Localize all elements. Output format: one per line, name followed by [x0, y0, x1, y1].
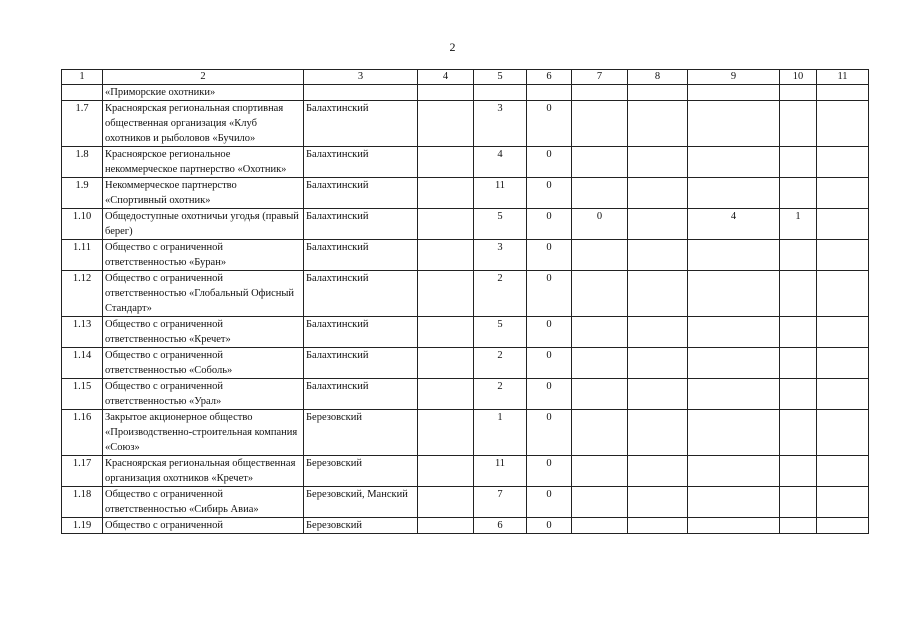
cell-c10: [780, 518, 817, 534]
cell-district: Балахтинский: [304, 240, 418, 271]
cell-c6: 0: [527, 271, 572, 317]
cell-c8: [628, 410, 688, 456]
table-row: [62, 147, 869, 178]
cell-c11: [817, 487, 869, 518]
cell-c10: [780, 456, 817, 487]
cell-c6: 0: [527, 379, 572, 410]
cell-c11: [817, 410, 869, 456]
cell-c7: [572, 410, 628, 456]
cell-name: Закрытое акционерное общество «Производственно-строительная компания «Союз»: [103, 410, 304, 456]
cell-name: Общедоступные охотничьи угодья (правый берег): [103, 209, 304, 240]
cell-c5: 4: [474, 147, 527, 178]
cell-c11: [817, 271, 869, 317]
cell-c4: [418, 518, 474, 534]
page-number: 2: [449, 40, 456, 54]
column-header: 9: [688, 70, 780, 85]
cell-c8: [628, 518, 688, 534]
cell-c11: [817, 240, 869, 271]
data-table: [61, 69, 869, 534]
table-header-row: [62, 70, 869, 85]
cell-c8: [628, 240, 688, 271]
cell-c11: [817, 317, 869, 348]
cell-c4: [418, 379, 474, 410]
table-row: [62, 85, 869, 101]
cell-c5: 11: [474, 456, 527, 487]
cell-c5: 1: [474, 410, 527, 456]
table-row: [62, 317, 869, 348]
cell-c7: [572, 101, 628, 147]
cell-c9: [688, 410, 780, 456]
table-row: [62, 240, 869, 271]
cell-c6: 0: [527, 348, 572, 379]
cell-district: Березовский: [304, 456, 418, 487]
cell-c7: [572, 240, 628, 271]
cell-name: Общество с ограниченной ответственностью «Буран»: [103, 240, 304, 271]
cell-c4: [418, 85, 474, 101]
cell-c4: [418, 410, 474, 456]
cell-c5: 7: [474, 487, 527, 518]
cell-c7: [572, 147, 628, 178]
cell-c4: [418, 209, 474, 240]
cell-c8: [628, 456, 688, 487]
cell-c6: 0: [527, 178, 572, 209]
cell-no: 1.7: [62, 101, 103, 147]
cell-c4: [418, 487, 474, 518]
table-row: [62, 209, 869, 240]
table-body: [62, 85, 869, 534]
cell-c10: [780, 178, 817, 209]
cell-name: Общество с ограниченной ответственностью «Урал»: [103, 379, 304, 410]
cell-c6: 0: [527, 209, 572, 240]
column-header: 5: [474, 70, 527, 85]
cell-c10: [780, 379, 817, 410]
cell-district: Березовский: [304, 410, 418, 456]
cell-c8: [628, 379, 688, 410]
cell-no: 1.16: [62, 410, 103, 456]
cell-c8: [628, 101, 688, 147]
column-header: 6: [527, 70, 572, 85]
cell-no: [62, 85, 103, 101]
cell-name: «Приморские охотники»: [103, 85, 304, 101]
cell-c4: [418, 147, 474, 178]
cell-c9: [688, 456, 780, 487]
cell-c5: 6: [474, 518, 527, 534]
cell-c8: [628, 317, 688, 348]
cell-c10: [780, 348, 817, 379]
cell-c4: [418, 240, 474, 271]
cell-c10: [780, 487, 817, 518]
cell-c8: [628, 85, 688, 101]
cell-c6: 0: [527, 101, 572, 147]
column-header: 3: [304, 70, 418, 85]
cell-c4: [418, 101, 474, 147]
cell-district: Балахтинский: [304, 271, 418, 317]
column-header: 4: [418, 70, 474, 85]
cell-c11: [817, 178, 869, 209]
cell-c10: [780, 101, 817, 147]
cell-c9: [688, 348, 780, 379]
cell-c6: 0: [527, 410, 572, 456]
cell-name: Красноярская региональная спортивная общественная организация «Клуб охотников и рыболовов «Бучило»: [103, 101, 304, 147]
cell-no: 1.18: [62, 487, 103, 518]
table-row: [62, 518, 869, 534]
column-header: 11: [817, 70, 869, 85]
cell-c9: [688, 271, 780, 317]
cell-c9: [688, 317, 780, 348]
cell-c8: [628, 348, 688, 379]
cell-no: 1.17: [62, 456, 103, 487]
table-row: [62, 456, 869, 487]
cell-c9: [688, 85, 780, 101]
cell-no: 1.13: [62, 317, 103, 348]
cell-c4: [418, 178, 474, 209]
cell-no: 1.14: [62, 348, 103, 379]
cell-c4: [418, 317, 474, 348]
cell-name: Общество с ограниченной ответственностью «Сибирь Авиа»: [103, 487, 304, 518]
cell-c6: 0: [527, 240, 572, 271]
cell-c8: [628, 271, 688, 317]
cell-c6: 0: [527, 518, 572, 534]
cell-c10: [780, 147, 817, 178]
cell-c7: [572, 271, 628, 317]
cell-c5: 2: [474, 271, 527, 317]
cell-c7: [572, 317, 628, 348]
column-header: 8: [628, 70, 688, 85]
cell-district: Балахтинский: [304, 209, 418, 240]
cell-no: 1.9: [62, 178, 103, 209]
cell-c5: [474, 85, 527, 101]
table-row: [62, 101, 869, 147]
cell-district: Балахтинский: [304, 317, 418, 348]
cell-c5: 2: [474, 348, 527, 379]
cell-c7: 0: [572, 209, 628, 240]
cell-c7: [572, 456, 628, 487]
cell-c5: 5: [474, 317, 527, 348]
table-row: [62, 410, 869, 456]
cell-name: Общество с ограниченной ответственностью «Глобальный Офисный Стандарт»: [103, 271, 304, 317]
cell-no: 1.19: [62, 518, 103, 534]
cell-c8: [628, 147, 688, 178]
cell-c9: [688, 178, 780, 209]
cell-c10: [780, 240, 817, 271]
cell-name: Красноярское региональное некоммерческое партнерство «Охотник»: [103, 147, 304, 178]
cell-name: Общество с ограниченной ответственностью «Кречет»: [103, 317, 304, 348]
cell-district: Балахтинский: [304, 147, 418, 178]
cell-c7: [572, 178, 628, 209]
cell-c5: 11: [474, 178, 527, 209]
cell-c10: 1: [780, 209, 817, 240]
cell-c8: [628, 209, 688, 240]
cell-c11: [817, 456, 869, 487]
cell-c11: [817, 147, 869, 178]
table-row: [62, 178, 869, 209]
cell-c4: [418, 271, 474, 317]
cell-name: Общество с ограниченной: [103, 518, 304, 534]
cell-c9: [688, 518, 780, 534]
cell-c11: [817, 348, 869, 379]
cell-c5: 5: [474, 209, 527, 240]
cell-district: Березовский, Манский: [304, 487, 418, 518]
cell-no: 1.15: [62, 379, 103, 410]
cell-c8: [628, 487, 688, 518]
cell-c6: 0: [527, 147, 572, 178]
cell-c10: [780, 271, 817, 317]
table-row: [62, 348, 869, 379]
cell-district: Балахтинский: [304, 101, 418, 147]
cell-name: Общество с ограниченной ответственностью «Соболь»: [103, 348, 304, 379]
cell-no: 1.12: [62, 271, 103, 317]
cell-c7: [572, 348, 628, 379]
cell-c11: [817, 101, 869, 147]
cell-c11: [817, 379, 869, 410]
cell-district: Балахтинский: [304, 379, 418, 410]
cell-c7: [572, 518, 628, 534]
column-header: 1: [62, 70, 103, 85]
table-row: [62, 271, 869, 317]
cell-district: Балахтинский: [304, 348, 418, 379]
table-row: [62, 487, 869, 518]
cell-c6: 0: [527, 317, 572, 348]
cell-c6: 0: [527, 456, 572, 487]
cell-c7: [572, 85, 628, 101]
cell-c6: [527, 85, 572, 101]
cell-c5: 3: [474, 240, 527, 271]
cell-c7: [572, 487, 628, 518]
cell-no: 1.8: [62, 147, 103, 178]
cell-c5: 3: [474, 101, 527, 147]
cell-c4: [418, 456, 474, 487]
cell-c10: [780, 317, 817, 348]
cell-c9: [688, 379, 780, 410]
cell-c9: [688, 240, 780, 271]
cell-name: Красноярская региональная общественная организация охотников «Кречет»: [103, 456, 304, 487]
cell-district: Балахтинский: [304, 178, 418, 209]
cell-c11: [817, 518, 869, 534]
column-header: 2: [103, 70, 304, 85]
cell-c5: 2: [474, 379, 527, 410]
cell-c9: [688, 487, 780, 518]
cell-district: Березовский: [304, 518, 418, 534]
cell-c10: [780, 85, 817, 101]
cell-c6: 0: [527, 487, 572, 518]
cell-c7: [572, 379, 628, 410]
cell-c9: 4: [688, 209, 780, 240]
cell-c4: [418, 348, 474, 379]
cell-c11: [817, 209, 869, 240]
cell-no: 1.11: [62, 240, 103, 271]
column-header: 7: [572, 70, 628, 85]
cell-district: [304, 85, 418, 101]
cell-c10: [780, 410, 817, 456]
cell-no: 1.10: [62, 209, 103, 240]
cell-c8: [628, 178, 688, 209]
cell-name: Некоммерческое партнерство «Спортивный охотник»: [103, 178, 304, 209]
table-row: [62, 379, 869, 410]
column-header: 10: [780, 70, 817, 85]
cell-c11: [817, 85, 869, 101]
cell-c9: [688, 101, 780, 147]
cell-c9: [688, 147, 780, 178]
